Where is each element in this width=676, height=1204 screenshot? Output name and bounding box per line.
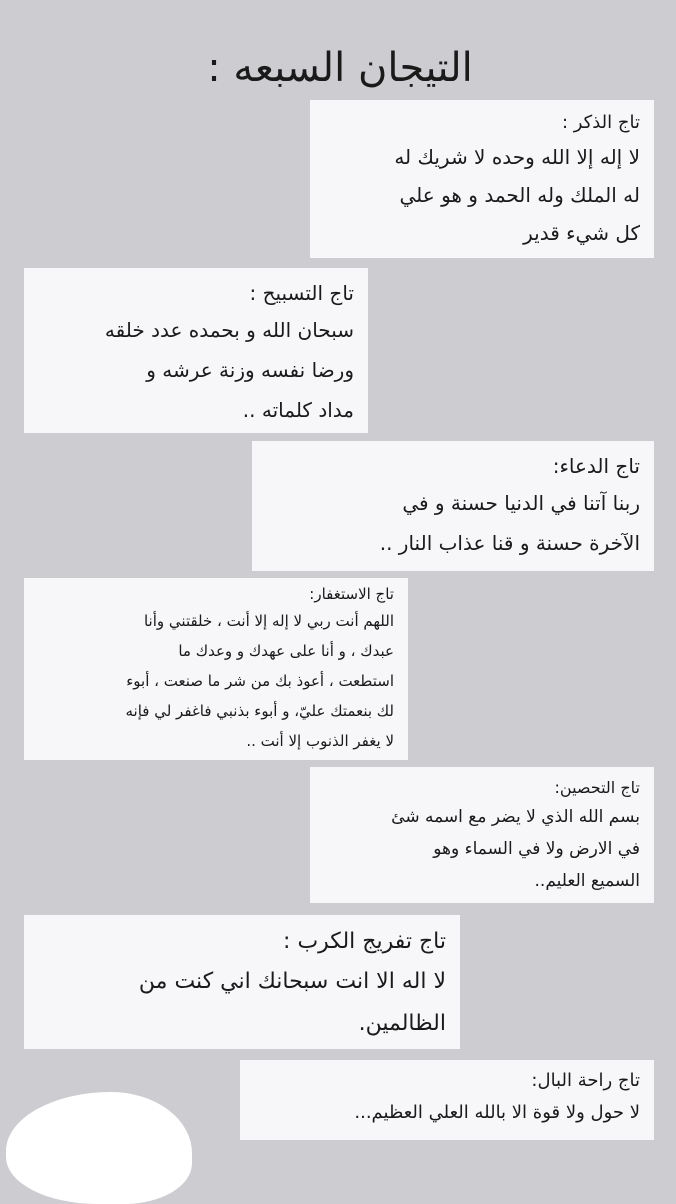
card-heading: تاج التحصين:: [554, 778, 640, 797]
crown-card-dhikr: [310, 100, 654, 258]
card-heading: تاج تفريج الكرب :: [283, 929, 446, 954]
page-title: التيجان السبعه :: [207, 45, 473, 91]
crown-card-tasbih: [24, 268, 368, 433]
card-text: لا اله الا انت سبحانك اني كنت من الظالمين.: [138, 969, 446, 1036]
crown-card-tahseen: [310, 767, 654, 903]
card-text: لا حول ولا قوة الا بالله العلي العظيم...: [354, 1102, 640, 1123]
card-heading: تاج التسبيح :: [249, 281, 354, 305]
card-text: ربنا آتنا في الدنيا حسنة و في الآخرة حسنة و قنا عذاب النار ..: [379, 491, 640, 555]
crown-card-istighfar: [24, 578, 408, 760]
card-heading: تاج الاستغفار:: [309, 585, 394, 603]
card-heading: تاج الدعاء:: [552, 454, 640, 478]
crown-card-relief: [24, 915, 460, 1049]
white-blob-overlay: [6, 1092, 192, 1204]
card-text: بسم الله الذي لا يضر مع اسمه شئ في الارض ولا في السماء وهو السميع العليم..: [391, 807, 640, 891]
card-text: لا إله إلا الله وحده لا شريك له له الملك وله الحمد و هو علي كل شيء قدير: [394, 145, 640, 245]
card-heading: تاج الذكر :: [561, 112, 640, 133]
card-heading: تاج راحة البال:: [531, 1070, 640, 1091]
crown-card-peace-of-mind: [240, 1060, 654, 1140]
card-text: سبحان الله و بحمده عدد خلقه ورضا نفسه وزنة عرشه و مداد كلماته ..: [104, 318, 354, 422]
card-text: اللهم أنت ربي لا إله إلا أنت ، خلقتني وأنا عبدك ، و أنا على عهدك و وعدك ما استطعت ، أعوذ بك من شر ما صنعت ، أبوء لك بنعمتك عليّ، و أبوء بذنبي فاغفر لي فإنه لا يغفر الذنوب إلا أنت ..: [125, 612, 394, 750]
crown-card-dua: [252, 441, 654, 571]
